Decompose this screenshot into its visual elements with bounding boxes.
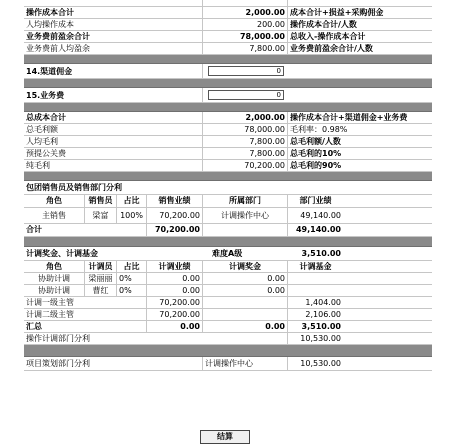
project-value: 10,530.00	[287, 357, 343, 370]
section-separator	[24, 345, 432, 357]
section-separator	[24, 237, 432, 247]
formula: 业务费前盈余合计/人数	[287, 43, 432, 54]
label: 人均毛利	[26, 137, 58, 146]
level2-label: 计调二级主管	[26, 310, 74, 319]
header-role: 角色	[46, 196, 62, 205]
cell-ratio: 0%	[116, 285, 146, 296]
partial-row	[24, 0, 432, 7]
cell-role: 主销售	[42, 211, 66, 220]
section-separator	[24, 79, 432, 88]
cell-perf: 0.00	[146, 285, 202, 296]
project-label: 项目策划部门分利	[26, 359, 90, 368]
bonus-section-title-row	[24, 247, 432, 261]
channel-commission-input[interactable]: 0	[208, 66, 284, 76]
summary-perf: 0.00	[146, 321, 202, 332]
label: 业务费前盈余合计	[26, 32, 90, 41]
formula: 总毛利的90%	[287, 160, 432, 171]
formula: 成本合计+损益+采购佣金	[287, 7, 432, 18]
settle-button[interactable]: 结算	[200, 430, 250, 444]
header-salesperson: 销售员	[84, 195, 116, 207]
row-pr-fee	[24, 148, 432, 160]
level2-row	[24, 309, 432, 321]
section-separator	[24, 103, 432, 112]
formula: 总毛利额/人数	[287, 136, 432, 147]
cell-bonus: 0.00	[202, 285, 287, 296]
header-dept-perf: 部门业绩	[287, 195, 343, 207]
total-dept: 49,140.00	[287, 224, 343, 236]
cell-ratio: 100%	[116, 208, 146, 223]
sales-section-title-row	[24, 181, 432, 195]
label: 总成本合计	[26, 113, 66, 122]
row-operation-cost	[24, 7, 432, 19]
row-gross-profit	[24, 124, 432, 136]
summary-bonus: 0.00	[202, 321, 287, 332]
row-surplus-total	[24, 31, 432, 43]
summary-row	[24, 321, 432, 333]
label: 业务费前人均盈余	[26, 44, 90, 53]
row-business-fee	[24, 88, 432, 103]
header-sales-perf: 销售业绩	[146, 195, 202, 207]
header-ratio: 占比	[116, 261, 146, 272]
section-title: 计调奖金、计调基金	[26, 249, 98, 258]
cell-planner: 曹红	[84, 285, 116, 296]
header-planner-fund: 计调基金	[287, 261, 343, 272]
difficulty-value: 3,510.00	[301, 249, 341, 258]
cell-ratio: 0%	[116, 273, 146, 284]
total-label: 合计	[26, 225, 42, 234]
dept-profit-row	[24, 333, 432, 345]
sales-total-row	[24, 224, 432, 237]
header-planner-perf: 计调业绩	[146, 261, 202, 272]
level2-perf: 70,200.00	[146, 309, 202, 320]
formula: 毛利率：0.98%	[287, 124, 432, 135]
level1-label: 计调一级主管	[26, 298, 74, 307]
sales-header-row	[24, 195, 432, 208]
formula: 操作成本合计/人数	[287, 19, 432, 30]
value: 70,200.00	[202, 160, 287, 171]
summary-label: 汇总	[26, 322, 42, 331]
cell-perf: 0.00	[146, 273, 202, 284]
summary-fund: 3,510.00	[287, 321, 343, 332]
label: 人均操作成本	[26, 20, 74, 29]
cell-planner: 梁丽丽	[84, 273, 116, 284]
value: 7,800.00	[202, 43, 287, 54]
cell-dept: 计调操作中心	[202, 208, 287, 223]
formula: 总毛利的10%	[287, 148, 432, 159]
level1-perf: 70,200.00	[146, 297, 202, 308]
formula: 总收入-操作成本合计	[287, 31, 432, 42]
value: 2,000.00	[202, 7, 287, 18]
header-planner: 计调员	[84, 261, 116, 272]
value: 78,000.00	[202, 31, 287, 42]
row-total-cost	[24, 112, 432, 124]
label: 预提公关费	[26, 149, 66, 158]
value: 2,000.00	[202, 112, 287, 123]
header-role: 角色	[46, 262, 62, 271]
table-row	[24, 208, 432, 224]
row-channel-commission	[24, 64, 432, 79]
cell-dept-perf: 49,140.00	[287, 208, 343, 223]
level2-fund: 2,106.00	[287, 309, 343, 320]
formula: 操作成本合计+渠道佣金+业务费	[287, 112, 432, 123]
cell-salesperson: 梁富	[84, 208, 116, 223]
settlement-grid	[24, 0, 432, 371]
level1-fund: 1,404.00	[287, 297, 343, 308]
cell-role: 协助计调	[38, 286, 70, 295]
value: 7,800.00	[202, 148, 287, 159]
bonus-header-row	[24, 261, 432, 273]
cell-fund	[287, 273, 343, 284]
dept-profit-value: 10,530.00	[287, 333, 343, 344]
cell-bonus: 0.00	[202, 273, 287, 284]
level1-row	[24, 297, 432, 309]
dept-profit-label: 操作计调部门分利	[26, 334, 90, 343]
project-row	[24, 357, 432, 371]
label: 14.渠道佣金	[26, 67, 73, 76]
section-separator	[24, 172, 432, 181]
project-dept: 计调操作中心	[202, 357, 287, 370]
section-separator	[24, 55, 432, 64]
table-row	[24, 285, 432, 297]
header-ratio: 占比	[116, 195, 146, 207]
cell-sales-perf: 70,200.00	[146, 208, 202, 223]
cell-fund	[287, 285, 343, 296]
row-avg-operation-cost	[24, 19, 432, 31]
value: 78,000.00	[202, 124, 287, 135]
header-planner-bonus: 计调奖金	[202, 261, 287, 272]
table-row	[24, 273, 432, 285]
label: 总毛利额	[26, 125, 58, 134]
label: 操作成本合计	[26, 8, 74, 17]
difficulty-label: 难度A级	[212, 249, 243, 258]
header-dept: 所属部门	[202, 195, 287, 207]
business-fee-input[interactable]: 0	[208, 90, 284, 100]
cell-role: 协助计调	[38, 274, 70, 283]
label: 15.业务费	[26, 91, 65, 100]
label: 纯毛利	[26, 161, 50, 170]
section-title: 包团销售员及销售部门分利	[26, 183, 122, 192]
value: 200.00	[202, 19, 287, 30]
row-net-profit	[24, 160, 432, 172]
value: 7,800.00	[202, 136, 287, 147]
total-perf: 70,200.00	[146, 224, 202, 236]
row-surplus-avg	[24, 43, 432, 55]
row-avg-profit	[24, 136, 432, 148]
